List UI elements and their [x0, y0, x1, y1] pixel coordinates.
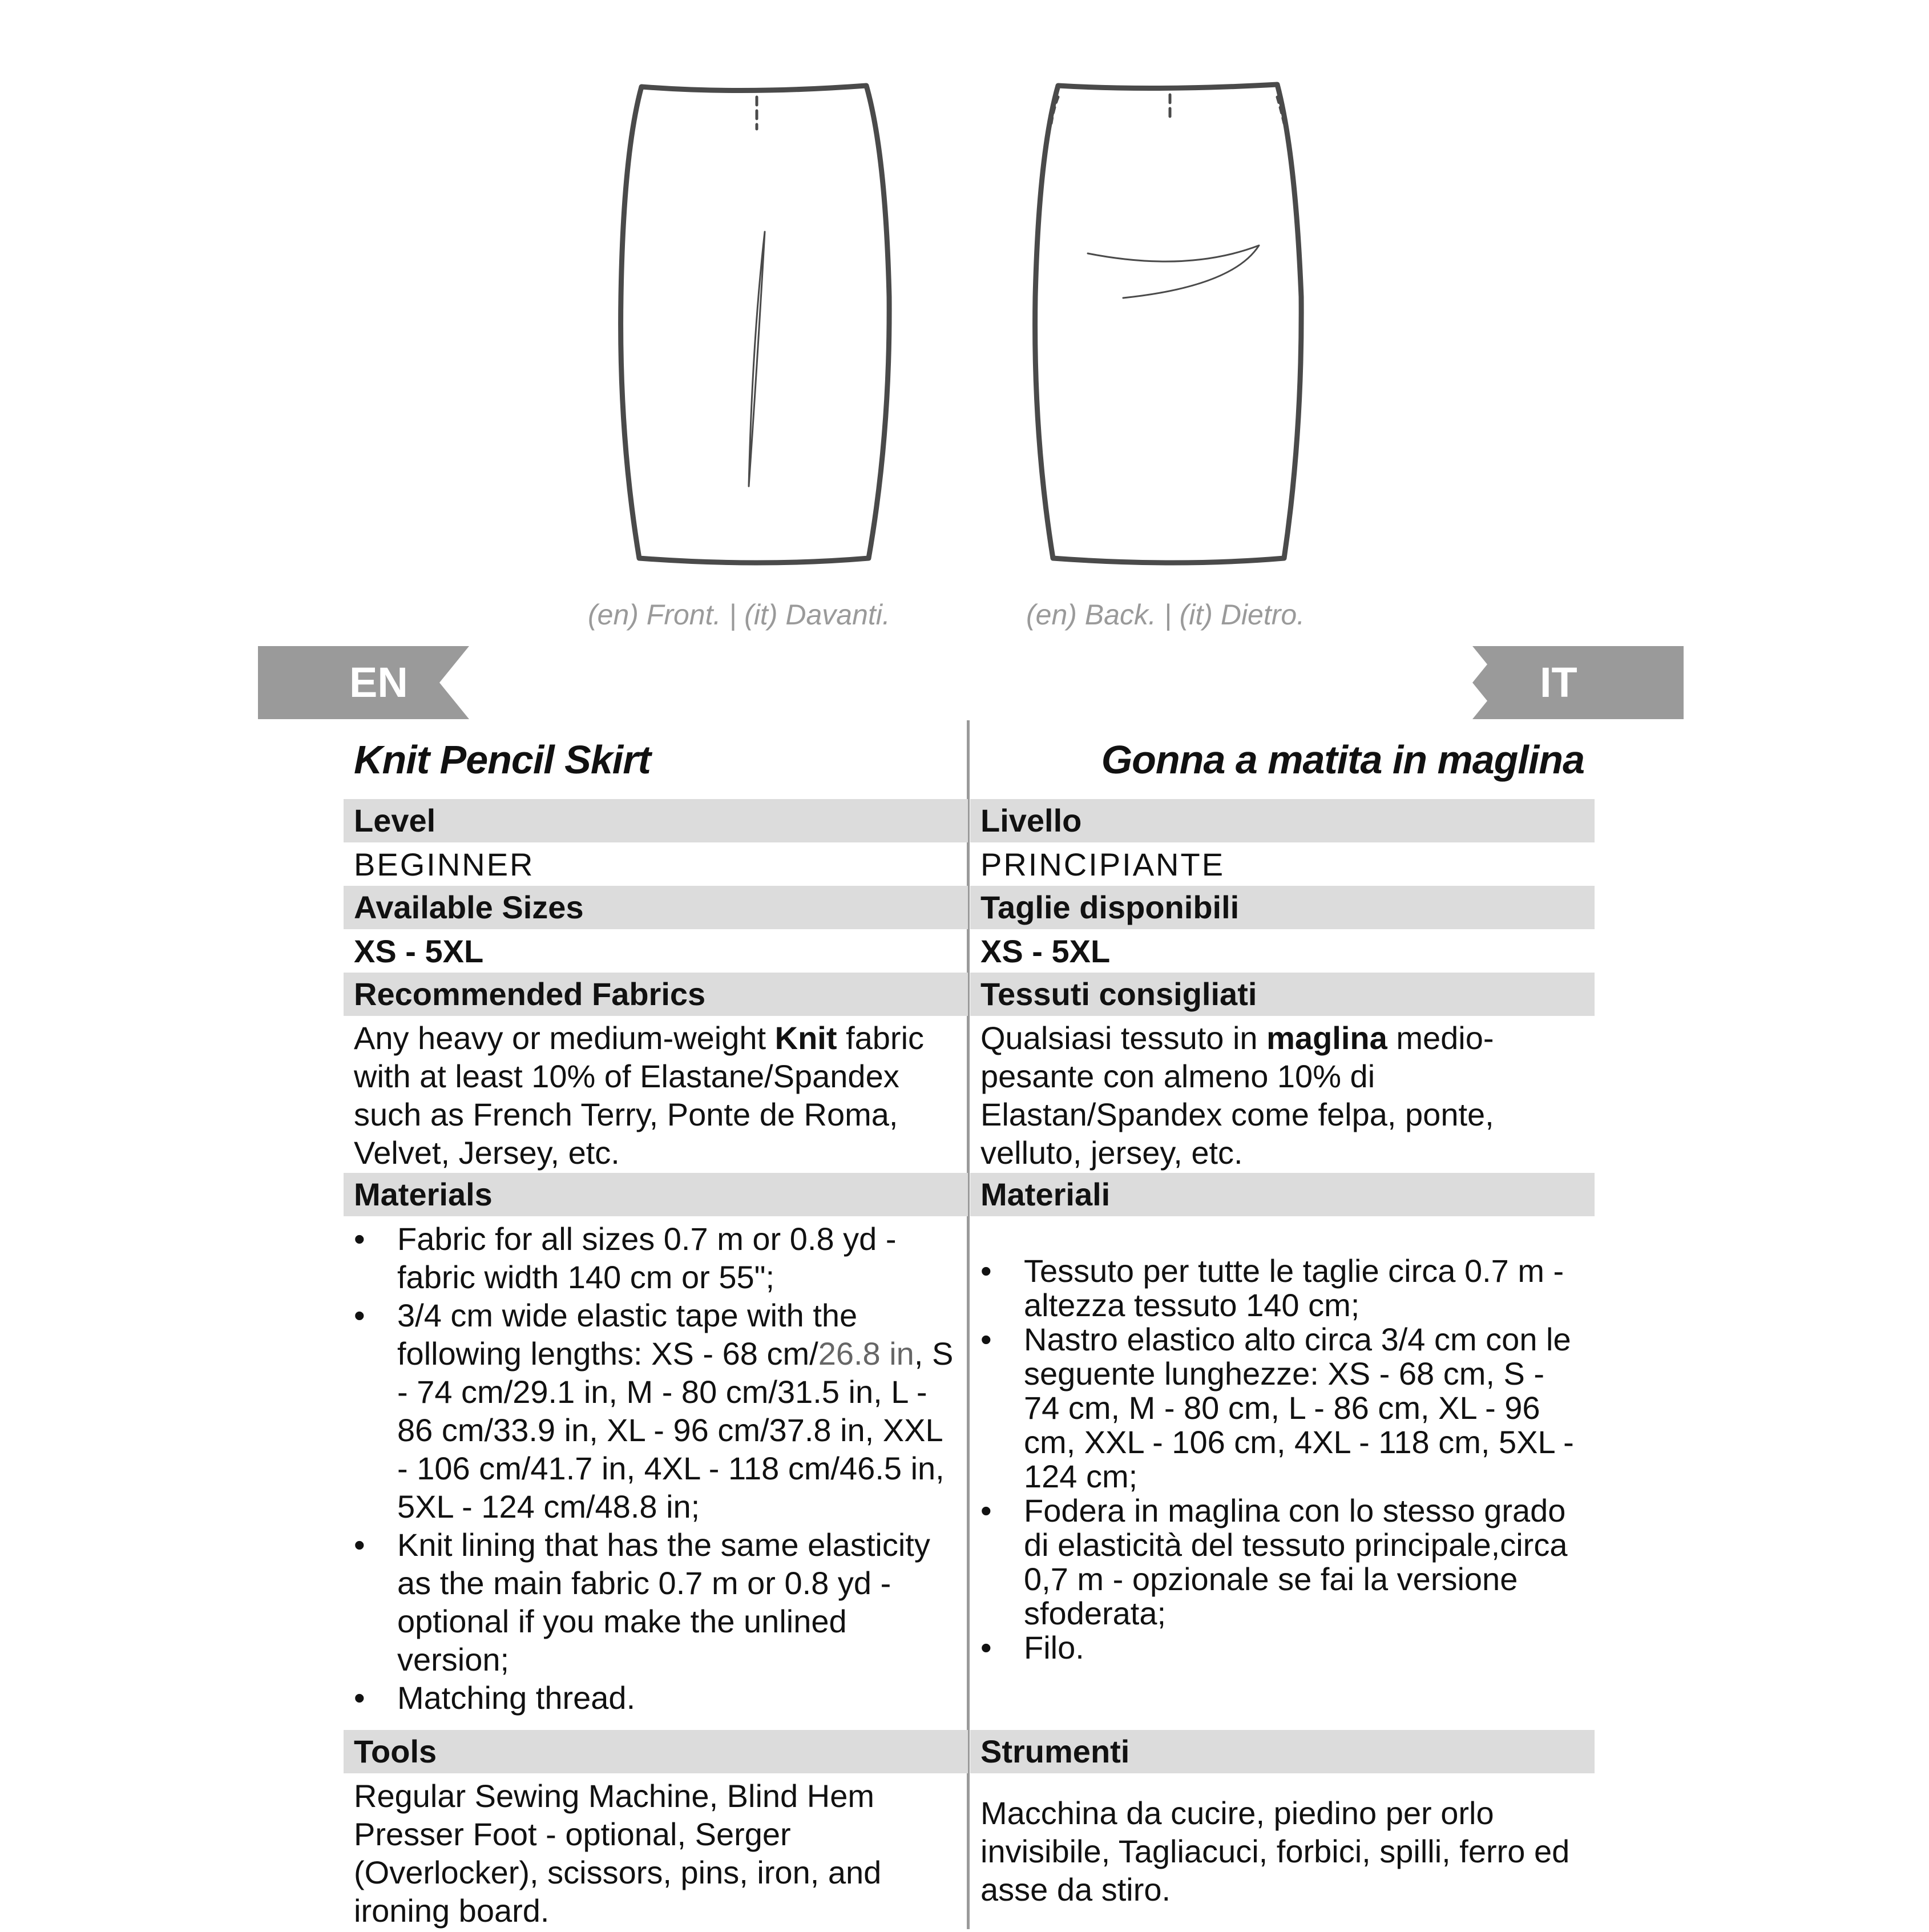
it-materials-item: • Fodera in maglina con lo stesso grado di elasticità del tessuto principale,circa 0,7 m - opzionale se fai la versione sfoderata;: [980, 1494, 1584, 1631]
it-materials-item: • Filo.: [980, 1631, 1584, 1665]
it-tools-header: Strumenti: [970, 1730, 1595, 1773]
it-sizes-value: XS - 5XL: [980, 933, 1111, 969]
it-materials-list-wrap: [970, 1216, 1595, 1730]
en-fabrics-header: Recommended Fabrics: [344, 973, 968, 1016]
it-tag-label: IT: [1540, 659, 1577, 706]
en-level-header: Level: [344, 799, 968, 842]
it-tools-text: Macchina da cucire, piedino per orlo invisibile, Tagliacuci, forbici, spilli, ferro ed asse da stiro.: [980, 1795, 1570, 1907]
it-level-value: PRINCIPIANTE: [980, 846, 1225, 882]
en-fabrics-text-start: Any heavy or medium-weight: [354, 1020, 775, 1056]
en-materials-item-text: 3/4 cm wide elastic tape with the following lengths: XS - 68 cm/: [397, 1297, 858, 1372]
en-level-value: BEGINNER: [354, 846, 535, 882]
it-pattern-title: Gonna a matita in maglina: [1101, 737, 1584, 782]
en-materials-header: Materials: [344, 1173, 968, 1216]
back-caption: (en) Back. | (it) Dietro.: [1026, 599, 1305, 631]
en-materials-item-gray-text: 26.8 in: [818, 1336, 914, 1372]
it-sizes-header: Taglie disponibili: [970, 886, 1595, 929]
it-fabrics-text: [970, 1016, 1595, 1173]
it-materials-list: [980, 1254, 1584, 1665]
en-materials-list-wrap: [344, 1216, 968, 1730]
it-fabrics-text-start: Qualsiasi tessuto in: [980, 1020, 1267, 1056]
front-skirt-sketch: [621, 86, 890, 563]
it-materials-header: Materiali: [970, 1173, 1595, 1216]
it-language-tag: [1472, 646, 1684, 719]
en-sizes-value: XS - 5XL: [354, 933, 484, 969]
en-materials-item: • Matching thread.: [354, 1679, 958, 1717]
en-fabrics-text-end: fabric with at least 10% of Elastane/Spandex such as French Terry, Ponte de Roma, Velvet, Jersey, etc.: [354, 1020, 925, 1171]
front-caption: (en) Front. | (it) Davanti.: [588, 599, 890, 631]
en-materials-list: [354, 1220, 958, 1717]
en-sizes-header: Available Sizes: [344, 886, 968, 929]
it-level-header: Livello: [970, 799, 1595, 842]
it-fabrics-bold-word: maglina: [1266, 1020, 1387, 1056]
en-materials-item: • Knit lining that has the same elasticity as the main fabric 0.7 m or 0.8 yd - optional if you make the unlined version;: [354, 1526, 958, 1679]
en-language-tag: [258, 646, 469, 719]
en-fabrics-text: [344, 1016, 968, 1173]
en-materials-item: • Fabric for all sizes 0.7 m or 0.8 yd - fabric width 140 cm or 55";: [354, 1220, 958, 1296]
back-skirt-sketch: [1035, 84, 1302, 563]
skirt-sketches: [571, 68, 1358, 582]
en-materials-item-text: , S - 74 cm/29.1 in, M - 80 cm/31.5 in, L - 86 cm/33.9 in, XL - 96 cm/37.8 in, XXL - 106 cm/41.7 in, 4XL - 118 cm/46.5 in, 5XL - 124 cm/48.8 in;: [397, 1336, 954, 1524]
it-fabrics-header: Tessuti consigliati: [970, 973, 1595, 1016]
en-tag-label: EN: [349, 659, 408, 706]
en-pattern-title: Knit Pencil Skirt: [354, 737, 651, 782]
english-column: [344, 720, 968, 1932]
en-fabrics-bold-word: Knit: [774, 1020, 837, 1056]
it-fabrics-text-end: medio-pesante con almeno 10% di Elastan/Spandex come felpa, ponte, velluto, jersey, etc.: [980, 1020, 1494, 1171]
it-materials-item: • Nastro elastico alto circa 3/4 cm con le seguente lunghezze: XS - 68 cm, S - 74 cm, M - 80 cm, L - 86 cm, XL - 96 cm, XXL - 106 cm, 4XL - 118 cm, 5XL - 124 cm;: [980, 1322, 1584, 1494]
it-materials-item: • Tessuto per tutte le taglie circa 0.7 m - altezza tessuto 140 cm;: [980, 1254, 1584, 1322]
en-tools-text: Regular Sewing Machine, Blind Hem Presser Foot - optional, Serger (Overlocker), scissors, pins, iron, and ironing board.: [354, 1778, 882, 1929]
en-materials-item: [354, 1296, 958, 1526]
en-tools-header: Tools: [344, 1730, 968, 1773]
italian-column: [970, 720, 1595, 1911]
